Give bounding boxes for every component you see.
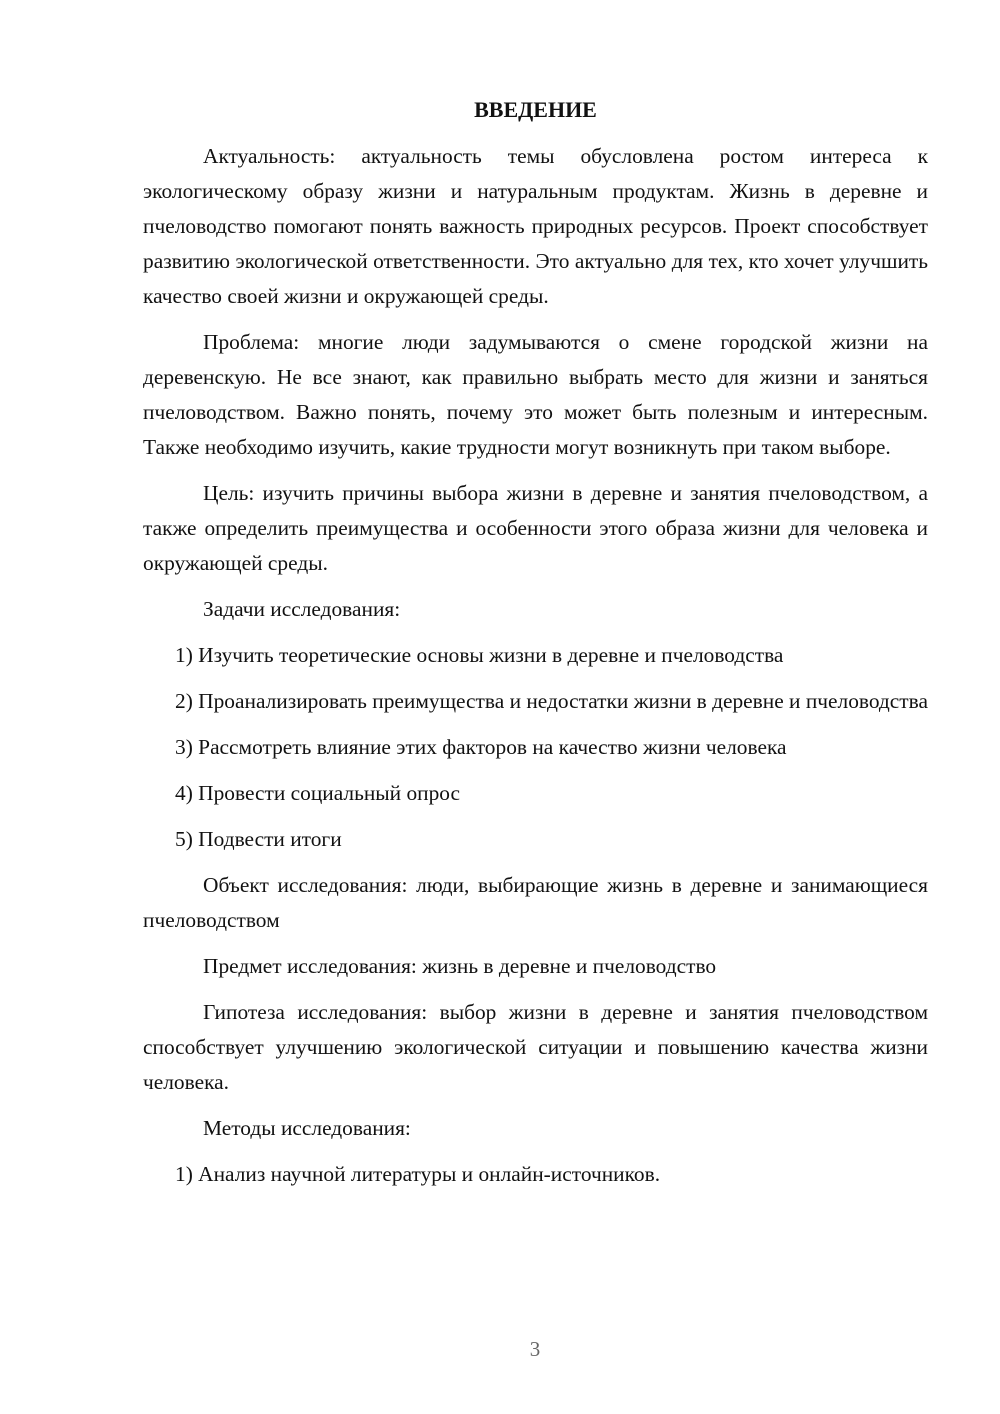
goal-paragraph: Цель: изучить причины выбора жизни в деревне и занятия пчеловодством, а также определить преимущества и особенности этого образа жизни для человека и окружающей среды. xyxy=(143,481,928,575)
methods-heading: Методы исследования: xyxy=(203,1116,411,1140)
page-number: 3 xyxy=(529,1337,541,1361)
task-item-1: 1) Изучить теоретические основы жизни в деревне и пчеловодства xyxy=(175,643,784,667)
object-paragraph: Объект исследования: люди, выбирающие жизнь в деревне и занимающиеся пчеловодством xyxy=(143,873,928,932)
relevance-paragraph: Актуальность: актуальность темы обусловлена ростом интереса к экологическому образу жизни и натуральным продуктам. Жизнь в деревне и пчеловодство помогают понять важность природных ресурсов. Проект способствует развитию экологической ответственности. Это актуально для тех, кто хочет улучшить качество своей жизни и окружающей среды. xyxy=(143,144,928,308)
page-title: ВВЕДЕНИЕ xyxy=(474,97,597,122)
hypothesis-paragraph: Гипотеза исследования: выбор жизни в деревне и занятия пчеловодством способствует улучшению экологической ситуации и повышению качества жизни человека. xyxy=(143,1000,928,1094)
page-content xyxy=(143,95,928,1192)
tasks-heading: Задачи исследования: xyxy=(203,597,401,621)
subject-paragraph: Предмет исследования: жизнь в деревне и пчеловодство xyxy=(203,954,717,978)
task-item-2: 2) Проанализировать преимущества и недостатки жизни в деревне и пчеловодства xyxy=(175,689,928,713)
task-item-4: 4) Провести социальный опрос xyxy=(175,781,461,805)
method-item-1: 1) Анализ научной литературы и онлайн-источников. xyxy=(175,1162,661,1186)
task-item-5: 5) Подвести итоги xyxy=(175,827,342,851)
task-item-3: 3) Рассмотреть влияние этих факторов на качество жизни человека xyxy=(175,735,787,759)
problem-paragraph: Проблема: многие люди задумываются о смене городской жизни на деревенскую. Не все знают, как правильно выбрать место для жизни и заняться пчеловодством. Важно понять, почему это может быть полезным и интересным. Также необходимо изучить, какие трудности могут возникнуть при таком выборе. xyxy=(143,330,928,459)
